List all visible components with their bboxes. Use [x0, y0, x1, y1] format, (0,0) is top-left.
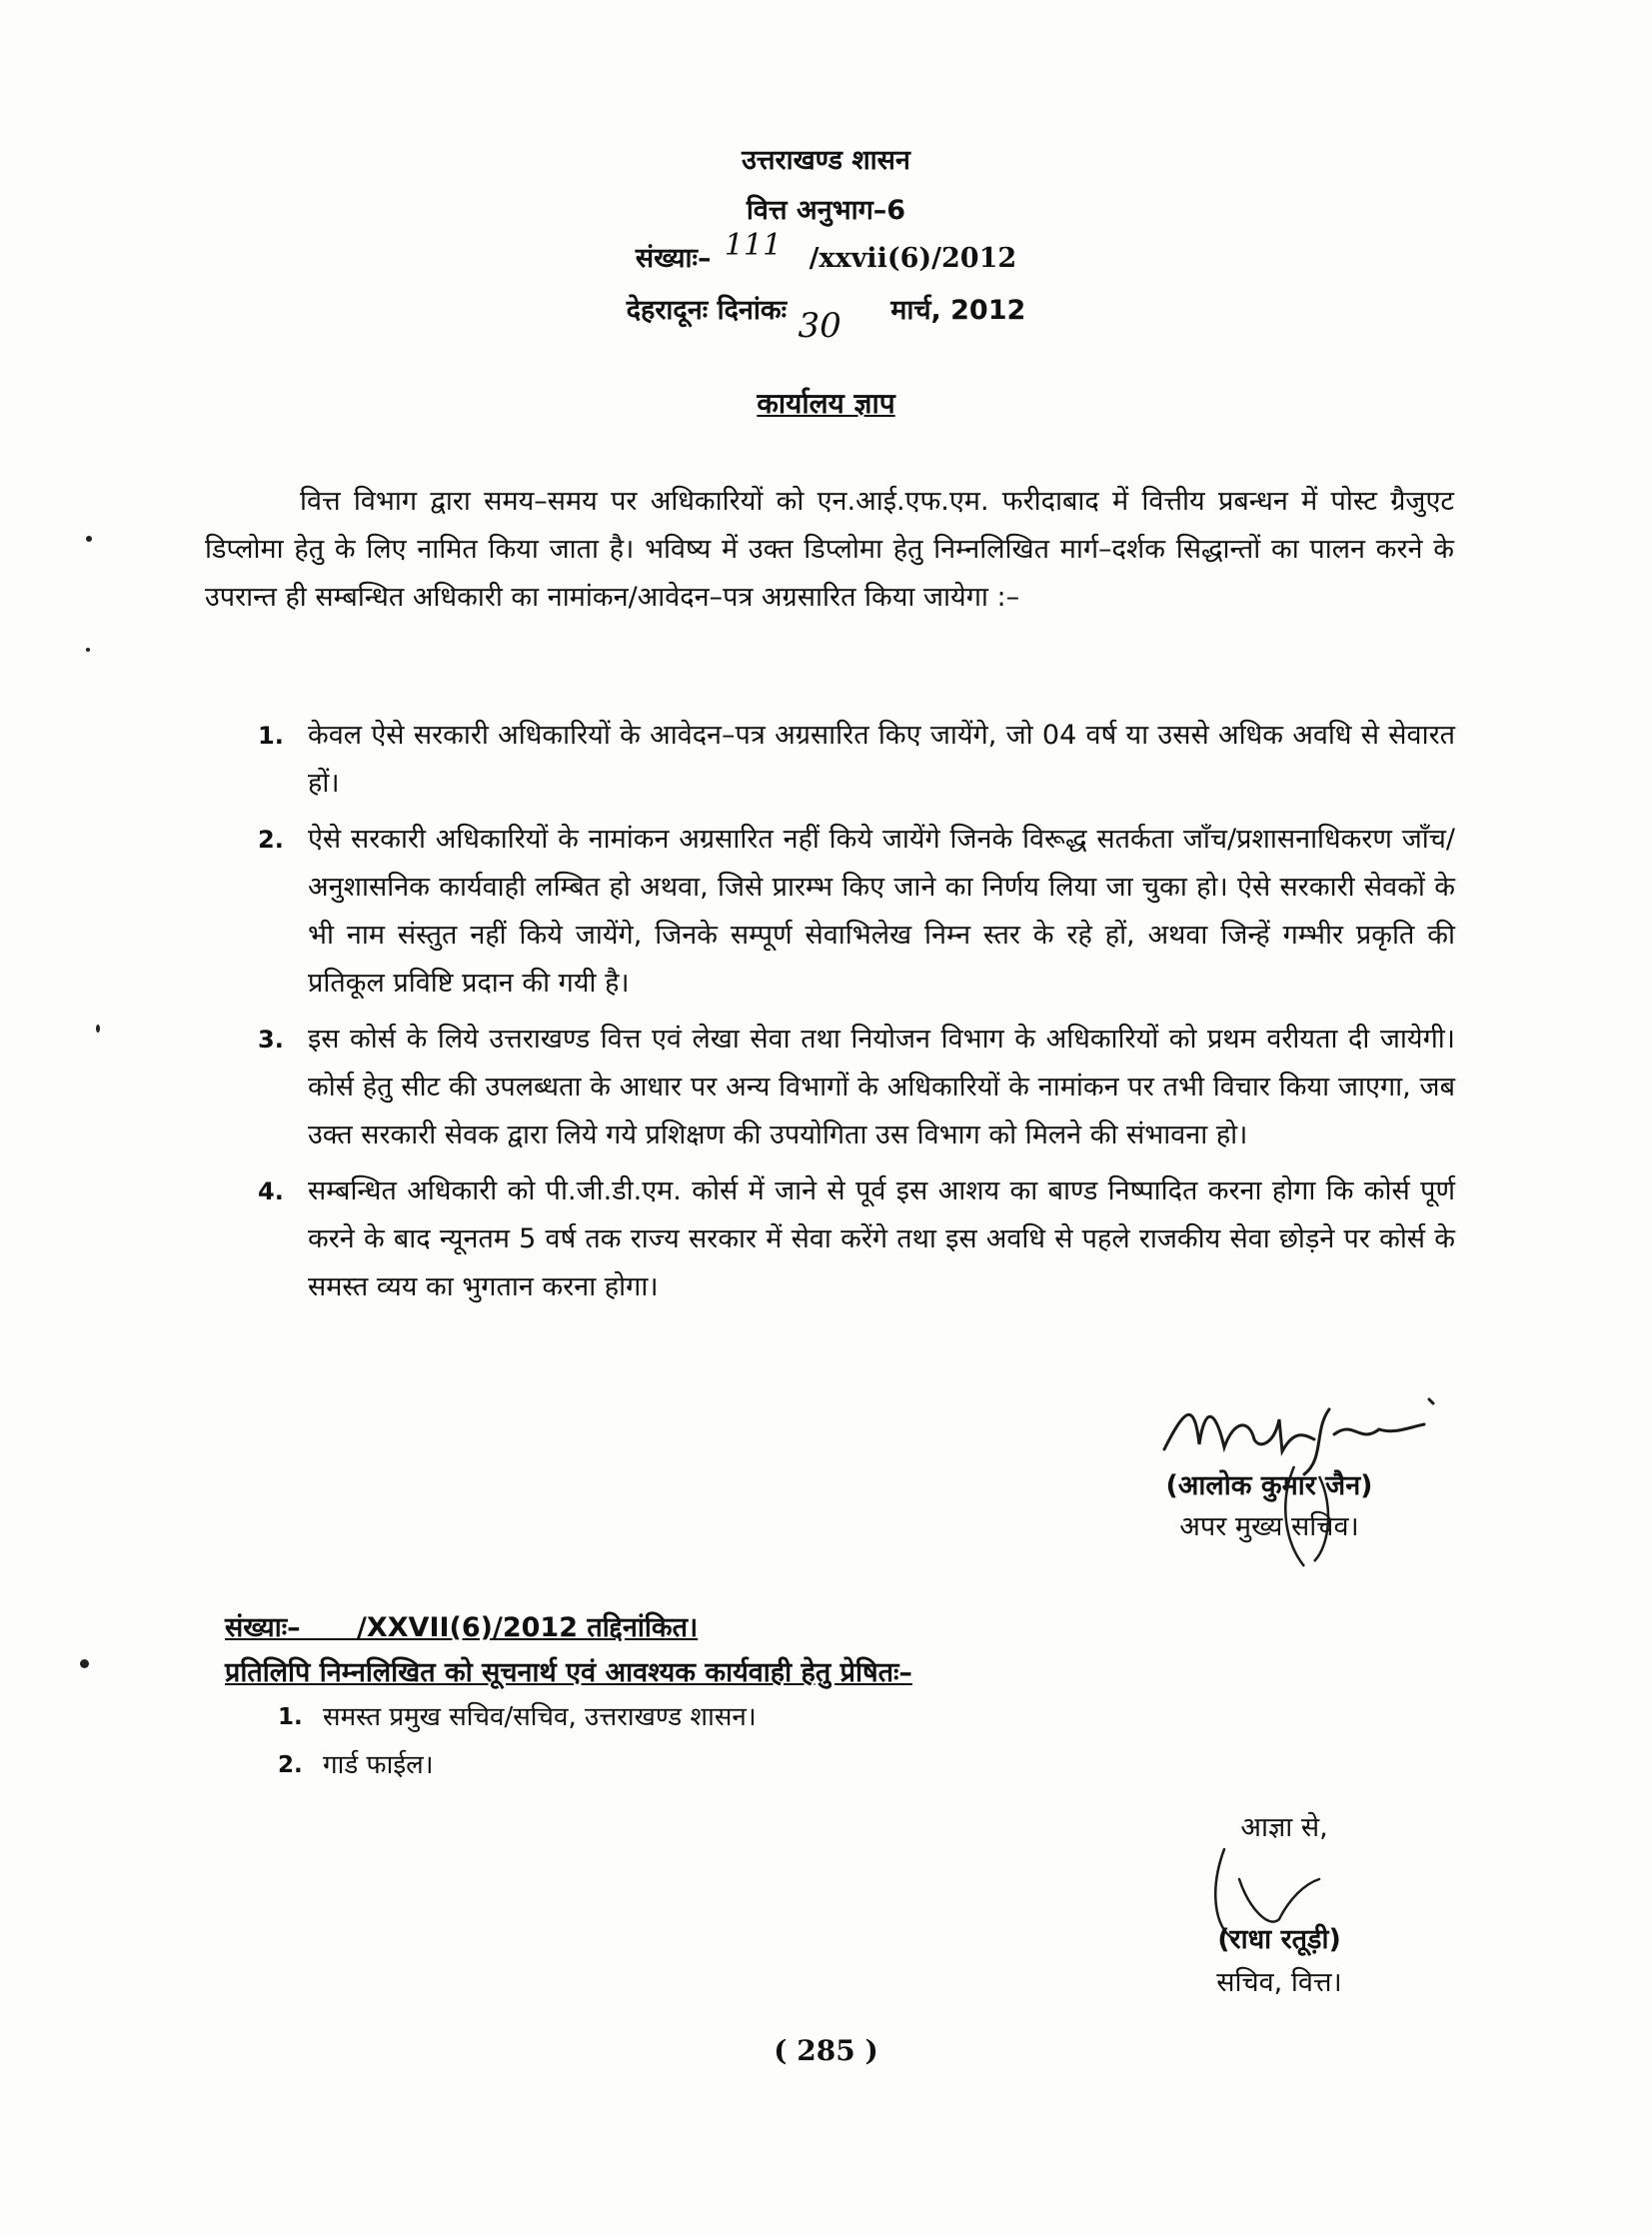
guideline-item: [258, 1167, 1455, 1311]
signatory-1-designation: अपर मुख्य सचिव।: [1179, 1511, 1359, 1542]
intro-paragraph: वित्त विभाग द्वारा समय–समय पर अधिकारियों को एन.आई.एफ.एम. फरीदाबाद में वित्तीय प्रबन्धन में पोस्ट ग्रैजुएट डिप्लोमा हेतु के लिए नामित किया जाता है। भविष्य में उक्त डिप्लोमा हेतु निम्नलिखित मार्ग–दर्शक सिद्धान्तों का पालन करने के उपरान्त ही सम्बन्धित अधिकारी का नामांकन/आवेदन–पत्र अग्रसारित किया जायेगा :–: [205, 486, 1454, 613]
guideline-item: [258, 712, 1455, 808]
scan-speck: [86, 536, 92, 542]
guidelines-list: [258, 712, 1455, 1319]
signatory-2-designation: सचिव, वित्त।: [1216, 1967, 1342, 1998]
signatory-2-block: [1149, 1919, 1409, 1999]
guideline-item: [258, 1016, 1455, 1159]
guideline-text: इस कोर्स के लिये उत्तराखण्ड वित्त एवं लेखा सेवा तथा नियोजन विभाग के अधिकारियों को प्रथम वरीयता दी जायेगी। कोर्स हेतु सीट की उपलब्धता के आधार पर अन्य विभागों के अधिकारियों के नामांकन पर तभी विचार किया जाएगा, जब उक्त सरकारी सेवक द्वारा लिये गये प्रशिक्षण की उपयोगिता उस विभाग को मिलने की संभावना हो।: [308, 1024, 1455, 1150]
recipient-number: 2.: [278, 1752, 303, 1778]
recipient-text: गार्ड फाईल।: [323, 1750, 434, 1780]
date-line: [0, 288, 1652, 346]
date-label: देहरादूनः दिनांकः: [626, 295, 788, 326]
reference-number-line: [0, 228, 1652, 275]
reference-handwritten-number: 111: [724, 228, 783, 263]
recipient-number: 1.: [278, 1704, 303, 1730]
scan-speck: [86, 648, 90, 652]
signatory-1-block: [1119, 1465, 1419, 1543]
page-number: ( 285 ): [774, 2034, 878, 2067]
reference-label: संख्याः–: [635, 243, 712, 274]
copy-heading: प्रतिलिपि निम्नलिखित को सूचनार्थ एवं आवश्यक कार्यवाही हेतु प्रेषितः–: [225, 1657, 912, 1688]
guideline-item: [258, 816, 1455, 1008]
government-name: उत्तराखण्ड शासन: [742, 145, 910, 176]
recipient-item: [278, 1693, 757, 1741]
date-handwritten-day: 30: [798, 306, 841, 346]
memo-title-text: कार्यालय ज्ञाप: [757, 387, 895, 420]
guideline-number: 4.: [258, 1177, 284, 1205]
signatory-2-order: आज्ञा से,: [1240, 1812, 1328, 1843]
guideline-text: केवल ऐसे सरकारी अधिकारियों के आवेदन–पत्र अग्रसारित किए जायेंगे, जो 04 वर्ष या उससे अधिक अवधि से सेवारत हों।: [308, 720, 1455, 799]
reference-suffix: /xxvii(6)/2012: [809, 243, 1017, 274]
department-section: वित्त अनुभाग–6: [746, 195, 906, 226]
guideline-text: ऐसे सरकारी अधिकारियों के नामांकन अग्रसारित नहीं किये जायेंगे जिनके विरूद्ध सतर्कता जाँच/प्रशासनाधिकरण जाँच/अनुशासनिक कार्यवाही लम्बित हो अथवा, जिसे प्रारम्भ किए जाने का निर्णय लिया जा चुका हो। ऐसे सरकारी सेवकों के भी नाम संस्तुत नहीं किये जायेंगे, जिनके सम्पूर्ण सेवाभिलेख निम्न स्तर के रहे हों, अथवा जिन्हें गम्भीर प्रकृति की प्रतिकूल प्रविष्टि प्रदान की गयी है।: [308, 824, 1455, 999]
guideline-number: 2.: [258, 826, 284, 854]
scan-speck: [80, 1659, 89, 1668]
guideline-text: सम्बन्धित अधिकारी को पी.जी.डी.एम. कोर्स में जाने से पूर्व इस आशय का बाण्ड निष्पादित करना होगा कि कोर्स पूर्ण करने के बाद न्यूनतम 5 वर्ष तक राज्य सरकार में सेवा करेंगे तथा इस अवधि से पहले राजकीय सेवा छोड़ने पर कोर्स के समस्त व्यय का भुगतान करना होगा।: [308, 1175, 1455, 1302]
copy-recipients-list: [278, 1693, 757, 1789]
copy-reference-line: संख्याः– /XXVII(6)/2012 तद्दिनांकित।: [225, 1612, 699, 1643]
scan-speck: [96, 1025, 100, 1033]
recipient-text: समस्त प्रमुख सचिव/सचिव, उत्तराखण्ड शासन।: [323, 1702, 757, 1732]
guideline-number: 1.: [258, 722, 284, 750]
guideline-number: 3.: [258, 1026, 284, 1054]
signatory-2-name: (राधा रतूड़ी): [1217, 1924, 1341, 1955]
date-month-year: मार्च, 2012: [890, 295, 1026, 326]
memo-title: [0, 384, 1652, 422]
recipient-item: [278, 1741, 757, 1789]
signature-1-stroke: [1274, 1461, 1344, 1571]
signatory-1-name: (आलोक कुमार जैन): [1165, 1470, 1373, 1501]
